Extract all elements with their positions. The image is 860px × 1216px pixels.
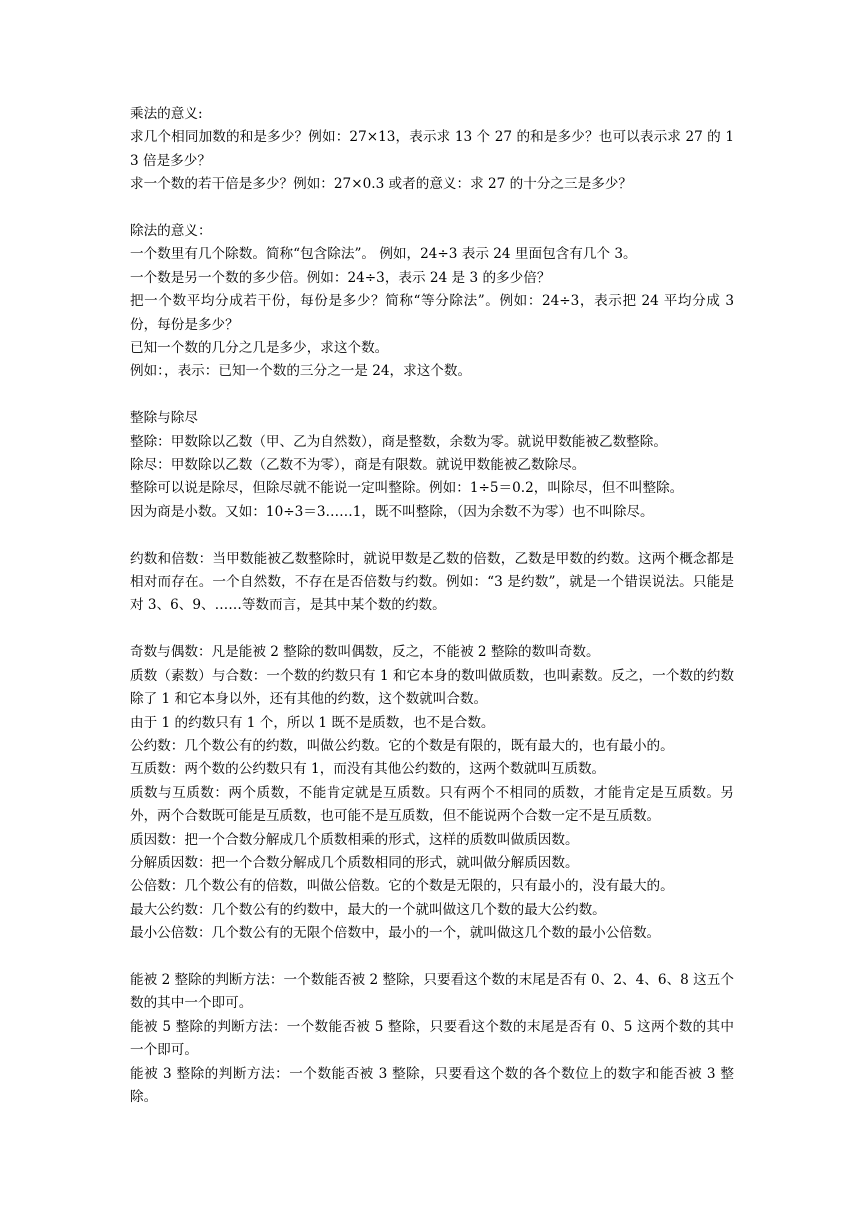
text-paragraph: 互质数：两个数的公约数只有 1，而没有其他公约数的，这两个数就叫互质数。 (130, 761, 606, 778)
text-paragraph: 分解质因数：把一个合数分解成几个质数相同的形式，就叫做分解质因数。 (130, 854, 579, 871)
text-paragraph: 已知一个数的几分之几是多少，求这个数。 (130, 340, 389, 357)
blank-line (130, 618, 734, 641)
text-paragraph: 约数和倍数：当甲数能被乙数整除时，就说甲数是乙数的倍数，乙数是甲数的约数。这两个概念都是相对而存在。一个自然数，不存在是否倍数与约数。例如：“3 是约数”，就是一个错误说法。只能是对 3、6、9、……等数而言，是其中某个数的约数。 (130, 550, 734, 614)
text-paragraph: 公约数：几个数公有的约数，叫做公约数。它的个数是有限的，既有最大的，也有最小的。 (130, 737, 674, 754)
text-paragraph: 求几个相同加数的和是多少？例如：27×13，表示求 13 个 27 的和是多少？也可以表示求 27 的 13 倍是多少？ (130, 129, 734, 169)
document-body (130, 103, 734, 1109)
text-paragraph: 整除：甲数除以乙数（甲、乙为自然数），商是整数，余数为零。就说甲数能被乙数整除。 (130, 433, 667, 450)
text-paragraph: 能被 2 整除的判断方法：一个数能否被 2 整除，只要看这个数的末尾是否有 0、2、4、6、8 这五个数的其中一个即可。 (130, 971, 734, 1012)
text-paragraph: 一个数里有几个除数。简称“包含除法”。 例如，24÷3 表示 24 里面包含有几个 3。 (130, 246, 637, 263)
text-paragraph: 把一个数平均分成若干份，每份是多少？简称“等分除法”。例如：24÷3，表示把 24 平均分成 3 份，每份是多少？ (130, 293, 734, 333)
text-paragraph: 能被 5 整除的判断方法：一个数能否被 5 整除，只要看这个数的末尾是否有 0、5 这两个数的其中一个即可。 (130, 1018, 734, 1059)
text-paragraph: 质因数：把一个合数分解成几个质数相乘的形式，这样的质数叫做质因数。 (130, 831, 579, 848)
text-paragraph: 奇数与偶数：凡是能被 2 整除的数叫偶数，反之，不能被 2 整除的数叫奇数。 (130, 644, 600, 661)
text-paragraph: 乘法的意义: (130, 106, 203, 122)
text-paragraph: 公倍数：几个数公有的倍数，叫做公倍数。它的个数是无限的，只有最小的，没有最大的。 (130, 878, 674, 895)
text-paragraph: 例如：，表示：已知一个数的三分之一是 24，求这个数。 (130, 363, 472, 380)
text-paragraph: 因为商是小数。又如：10÷3＝3……1，既不叫整除，（因为余数不为零）也不叫除尽。 (130, 503, 654, 520)
text-paragraph: 除尽：甲数除以乙数（乙数不为零），商是有限数。就说甲数能被乙数除尽。 (130, 457, 586, 474)
blank-line (130, 197, 734, 220)
blank-line (130, 384, 734, 407)
text-paragraph: 整除与除尽 (130, 410, 198, 427)
blank-line (130, 946, 734, 969)
text-paragraph: 除法的意义： (130, 223, 212, 240)
text-paragraph: 最大公约数：几个数公有的约数中，最大的一个就叫做这几个数的最大公约数。 (130, 901, 606, 918)
text-paragraph: 一个数是另一个数的多少倍。例如：24÷3，表示 24 是 3 的多少倍？ (130, 269, 551, 286)
blank-line (130, 524, 734, 547)
text-paragraph: 质数（素数）与合数：一个数的约数只有 1 和它本身的数叫做质数，也叫素数。反之，一个数的约数除了 1 和它本身以外，还有其他的约数，这个数就叫合数。 (130, 667, 734, 708)
text-paragraph: 求一个数的若干倍是多少？例如：27×0.3 或者的意义：求 27 的十分之三是多少？ (130, 176, 632, 193)
text-paragraph: 整除可以说是除尽，但除尽就不能说一定叫整除。例如：1÷5＝0.2，叫除尽，但不叫整除。 (130, 480, 684, 497)
text-paragraph: 最小公倍数：几个数公有的无限个倍数中，最小的一个，就叫做这几个数的最小公倍数。 (130, 925, 661, 942)
text-paragraph: 由于 1 的约数只有 1 个，所以 1 既不是质数，也不是合数。 (130, 714, 495, 731)
text-paragraph: 能被 3 整除的判断方法：一个数能否被 3 整除，只要看这个数的各个数位上的数字和能否被 3 整除。 (130, 1065, 734, 1105)
text-paragraph: 质数与互质数：两个质数，不能肯定就是互质数。只有两个不相同的质数，才能肯定是互质数。另外，两个合数既可能是互质数，也可能不是互质数，但不能说两个合数一定不是互质数。 (130, 784, 734, 825)
